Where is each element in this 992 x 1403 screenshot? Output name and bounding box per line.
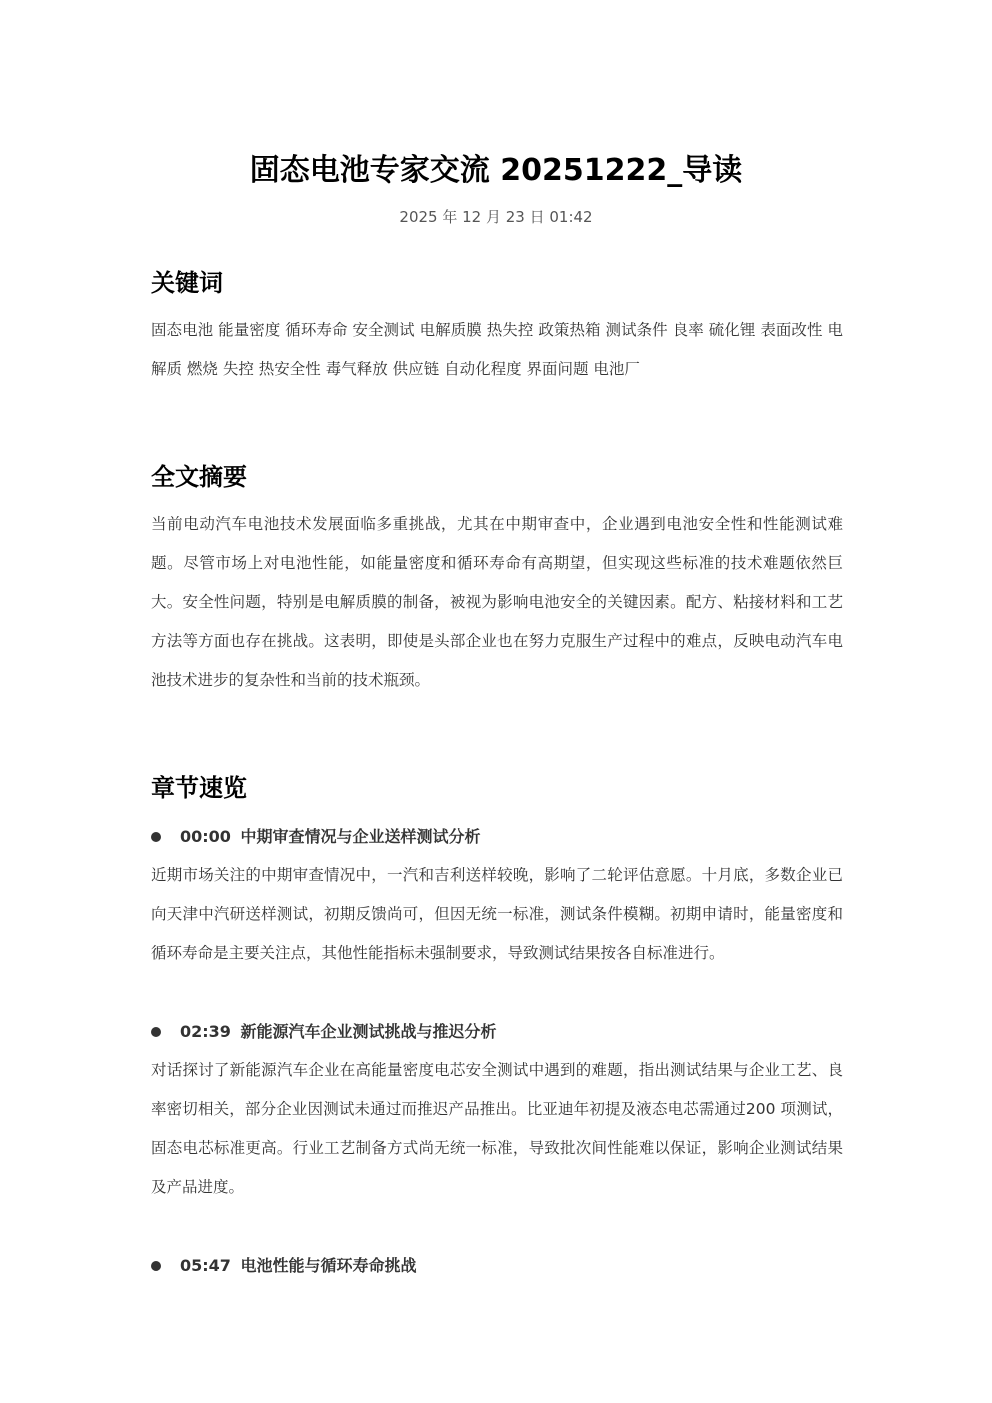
keywords-text: 固态电池 能量密度 循环寿命 安全测试 电解质膜 热失控 政策热箱 测试条件 良率 硫化锂 表面改性 电解质 燃烧 失控 热安全性 毒气释放 供应链 自动化程度 界面问题 电池厂 xyxy=(151,321,843,378)
chapter-time: 00:00 xyxy=(180,827,231,846)
chapter-title: 新能源汽车企业测试挑战与推迟分析 xyxy=(240,1022,497,1041)
chapter-item xyxy=(151,1251,843,1281)
chapter-header[interactable] xyxy=(151,1251,843,1281)
chapters-heading: 章节速览 xyxy=(151,774,247,802)
summary-section xyxy=(151,460,843,700)
summary-heading: 全文摘要 xyxy=(151,463,247,491)
chapter-header[interactable] xyxy=(151,822,843,852)
chapter-text: 对话探讨了新能源汽车企业在高能量密度电芯安全测试中遇到的难题，指出测试结果与企业工艺、良率密切相关，部分企业因测试未通过而推迟产品推出。比亚迪年初提及液态电芯需通过200 项测试，固态电芯标准更高。行业工艺制备方式尚无统一标准，导致批次间性能难以保证，影响企业测试结果及产品进度。 xyxy=(151,1061,843,1196)
bullet-icon xyxy=(151,1261,161,1271)
summary-text: 当前电动汽车电池技术发展面临多重挑战，尤其在中期审查中，企业遇到电池安全性和性能测试难题。尽管市场上对电池性能，如能量密度和循环寿命有高期望，但实现这些标准的技术难题依然巨大。安全性问题，特别是电解质膜的制备，被视为影响电池安全的关键因素。配方、粘接材料和工艺方法等方面也存在挑战。这表明，即使是头部企业也在努力克服生产过程中的难点，反映电动汽车电池技术进步的复杂性和当前的技术瓶颈。 xyxy=(151,515,843,689)
bullet-icon xyxy=(151,832,161,842)
chapter-title: 电池性能与循环寿命挑战 xyxy=(240,1256,417,1275)
chapter-title: 中期审查情况与企业送样测试分析 xyxy=(240,827,481,846)
chapters-section xyxy=(151,771,843,805)
keywords-heading: 关键词 xyxy=(151,269,223,297)
chapter-text: 近期市场关注的中期审查情况中，一汽和吉利送样较晚，影响了二轮评估意愿。十月底，多数企业已向天津中汽研送样测试，初期反馈尚可，但因无统一标准，测试条件模糊。初期申请时，能量密度和循环寿命是主要关注点，其他性能指标未强制要求，导致测试结果按各自标准进行。 xyxy=(151,866,843,962)
document-date: 2025 年 12 月 23 日 01:42 xyxy=(399,208,593,226)
chapter-item xyxy=(151,822,843,973)
chapter-time: 02:39 xyxy=(180,1022,231,1041)
chapter-item xyxy=(151,1017,843,1207)
chapter-time: 05:47 xyxy=(180,1256,231,1275)
chapter-header[interactable] xyxy=(151,1017,843,1047)
bullet-icon xyxy=(151,1027,161,1037)
document-title: 固态电池专家交流 20251222_导读 xyxy=(249,153,743,188)
keywords-section xyxy=(151,266,843,389)
